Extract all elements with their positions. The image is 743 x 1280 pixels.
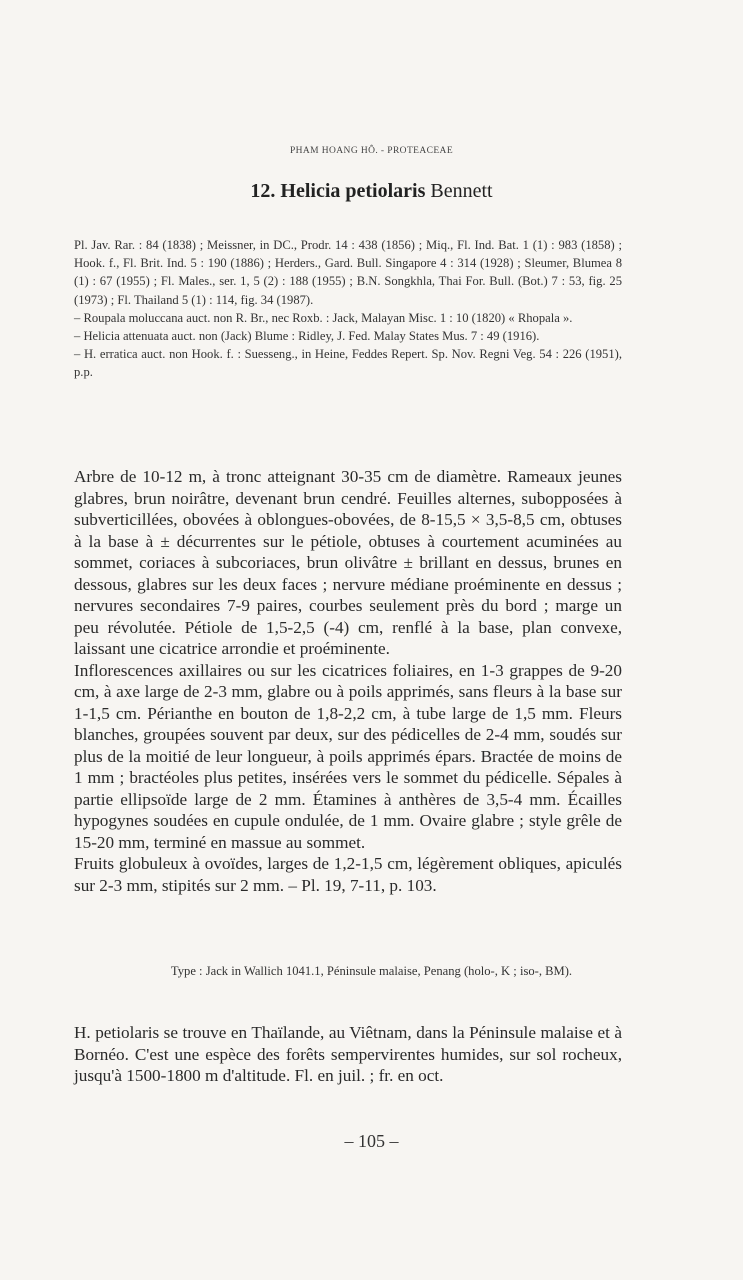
synonym-entry: – Roupala moluccana auct. non R. Br., nec Roxb. : Jack, Malayan Misc. 1 : 10 (1820) « Rhopala ». xyxy=(74,310,573,325)
bibliography xyxy=(74,236,622,382)
species-number-name: 12. Helicia petiolaris xyxy=(250,180,426,202)
species-author: Bennett xyxy=(430,180,493,202)
morphological-description xyxy=(74,466,622,896)
distribution-text: H. petiolaris se trouve en Thaïlande, au Viêtnam, dans la Péninsule malaise et à Bornéo. C'est une espèce des forêts sempervirentes humides, sur sol rocheux, jusqu'à 1500-1800 m d'altitude. Fl. en juil. ; fr. en oct. xyxy=(74,1023,622,1085)
synonym-entry: – H. erratica auct. non Hook. f. : Suesseng., in Heine, Feddes Repert. Sp. Nov. Regni Veg. 54 : 226 (1951), p.p. xyxy=(74,347,622,380)
type-specimen: Type : Jack in Wallich 1041.1, Péninsule malaise, Penang (holo-, K ; iso-, BM). xyxy=(170,964,573,978)
distribution xyxy=(74,1022,622,1087)
page-number: – 105 – xyxy=(344,1131,399,1151)
running-head: PHAM HOANG HÔ. - PROTEACEAE xyxy=(289,146,454,156)
description-fruits: Fruits globuleux à ovoïdes, larges de 1,2-1,5 cm, légèrement obliques, apiculés sur 2-3 mm, stipités sur 2 mm. – Pl. 19, 7-11, p. 103. xyxy=(74,854,622,895)
description-arbre: Arbre de 10-12 m, à tronc atteignant 30-35 cm de diamètre. Rameaux jeunes glabres, brun noirâtre, devenant brun cendré. Feuilles alternes, subopposées à subverticillées, obovées à oblongues-obovées, de 8-15,5 × 3,5-8,5 cm, obtuses à la base à ± décurrentes sur le pétiole, obtuses à courtement acuminées au sommet, coriaces à subcoriaces, brun olivâtre ± brillant en dessus, brunes en dessous, glabres sur les deux faces ; nervure médiane proéminente en dessus ; nervures secondaires 7-9 paires, courbes seulement près du bord ; marge un peu révolutée. Pétiole de 1,5-2,5 (-4) cm, renflé à la base, plan convexe, laissant une cicatrice arrondie et proéminente. xyxy=(74,467,622,658)
bibliography-entry: Pl. Jav. Rar. : 84 (1838) ; Meissner, in DC., Prodr. 14 : 438 (1856) ; Miq., Fl. Ind. Bat. 1 (1) : 983 (1858) ; Hook. f., Fl. Brit. Ind. 5 : 190 (1886) ; Herders., Gard. Bull. Singapore 4 : 314 (1928) ; Sleumer, Blumea 8 (1) : 67 (1955) ; Fl. Males., ser. 1, 5 (2) : 188 (1955) ; B.N. Songkhla, Thai For. Bull. (Bot.) 7 : 53, fig. 25 (1973) ; Fl. Thailand 5 (1) : 114, fig. 34 (1987). xyxy=(74,238,622,307)
species-title xyxy=(0,180,743,203)
description-inflorescences: Inflorescences axillaires ou sur les cicatrices foliaires, en 1-3 grappes de 9-20 cm, à axe large de 2-3 mm, glabre ou à poils apprimés, sans fleurs à la base sur 1-1,5 cm. Périanthe en bouton de 1,8-2,2 cm, à tube large de 1,5 mm. Fleurs blanches, groupées souvent par deux, sur des pédicelles de 2-4 mm, soudés sur plus de la moitié de leur longueur, à poils apprimés épars. Bractée de moins de 1 mm ; bractéoles plus petites, insérées vers le sommet du pédicelle. Sépales à partie ellipsoïde large de 2 mm. Étamines à anthères de 3,5-4 mm. Écailles hypogynes soudées en cupule ondulée, de 1 mm. Ovaire glabre ; style grêle de 15-20 mm, terminé en massue au sommet. xyxy=(74,660,622,852)
synonym-entry: – Helicia attenuata auct. non (Jack) Blume : Ridley, J. Fed. Malay States Mus. 7 : 49 (1916). xyxy=(74,329,540,344)
